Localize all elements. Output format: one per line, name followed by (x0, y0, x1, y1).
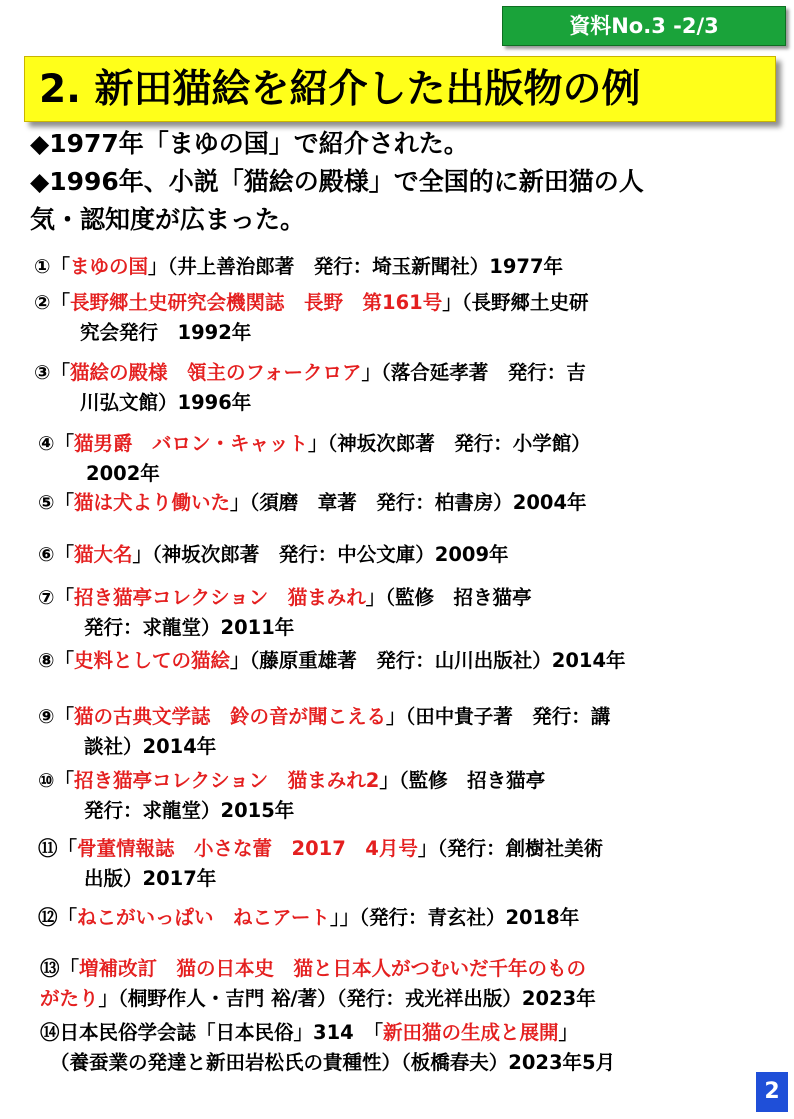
publication-title: 増補改訂 猫の日本史 猫と日本人がつむいだ千年のもの (79, 957, 587, 980)
intro-line-1: ◆1977年「まゆの国」で紹介された。 (30, 129, 469, 158)
publication-item-10: ⑩「招き猫亭コレクション 猫まみれ2」（監修 招き猫亭 発行：求龍堂）2015年 (38, 769, 546, 822)
publication-title: 史料としての猫絵 (74, 649, 231, 672)
publication-item-11: ⑪「骨董情報誌 小さな蕾 2017 4月号」（発行：創樹社美術 出版）2017年 (38, 837, 604, 890)
publication-item-8: ⑧「史料としての猫絵」（藤原重雄著 発行：山川出版社）2014年 (38, 649, 626, 672)
intro-line-3: 気・認知度が広まった。 (30, 205, 306, 234)
publication-title: 猫大名 (74, 543, 133, 566)
publication-title: 招き猫亭コレクション 猫まみれ (74, 586, 366, 609)
publication-item-5: ⑤「猫は犬より働いた」（須磨 章著 発行：柏書房）2004年 (38, 491, 587, 514)
intro-line-2: ◆1996年、小説「猫絵の殿様」で全国的に新田猫の人 (30, 167, 644, 196)
publication-item-6: ⑥「猫大名」（神坂次郎著 発行：中公文庫）2009年 (38, 543, 509, 566)
publication-item-1: ①「まゆの国」（井上善治郎著 発行：埼玉新聞社）1977年 (34, 255, 564, 278)
publication-title: 猫男爵 バロン・キャット (74, 432, 309, 455)
publication-item-2: ②「長野郷土史研究会機関誌 長野 第161号」（長野郷土史研 究会発行 1992年 (34, 291, 589, 344)
publication-item-9: ⑨「猫の古典文学誌 鈴の音が聞こえる」（田中貴子著 発行：講 談社）2014年 (38, 705, 611, 758)
publication-title: 猫の古典文学誌 鈴の音が聞こえる (74, 705, 387, 728)
publication-title: 猫絵の殿様 領主のフォークロア (70, 361, 362, 384)
publication-title: 長野郷土史研究会機関誌 長野 第161号 (70, 291, 443, 314)
publication-title: ねこがいっぱい ねこアート (77, 906, 330, 929)
publication-item-12: ⑫「ねこがいっぱい ねこアート」」（発行：青玄社）2018年 (38, 906, 580, 929)
publication-title: 招き猫亭コレクション 猫まみれ2 (74, 769, 380, 792)
page-number: 2 (756, 1072, 788, 1112)
publication-title-continued: がたり (40, 987, 99, 1010)
publication-item-3: ③「猫絵の殿様 領主のフォークロア」（落合延孝著 発行：吉 川弘文館）1996年 (34, 361, 586, 414)
publication-item-7: ⑦「招き猫亭コレクション 猫まみれ」（監修 招き猫亭 発行：求龍堂）2011年 (38, 586, 532, 639)
publication-item-4: ④「猫男爵 バロン・キャット」（神坂次郎著 発行：小学館） 2002年 (38, 432, 591, 485)
section-title: 2. 新田猫絵を紹介した出版物の例 (24, 56, 776, 122)
publication-item-13: ⑬「増補改訂 猫の日本史 猫と日本人がつむいだ千年のもの がたり」（桐野作人・吉門 裕/著）（発行：戎光祥出版）2023年 (40, 957, 596, 1010)
publication-title: 新田猫の生成と展開 (382, 1021, 559, 1044)
publication-item-14: ⑭日本民俗学会誌「日本民俗」314 「新田猫の生成と展開」 （養蚕業の発達と新田岩松氏の貴種性）（板橋春夫）2023年5月 (40, 1021, 616, 1074)
publication-title: 猫は犬より働いた (74, 491, 231, 514)
document-id-badge: 資料No.3 -2/3 (502, 6, 786, 46)
publication-title: 骨董情報誌 小さな蕾 2017 4月号 (77, 837, 418, 860)
publication-title: まゆの国 (70, 255, 149, 278)
